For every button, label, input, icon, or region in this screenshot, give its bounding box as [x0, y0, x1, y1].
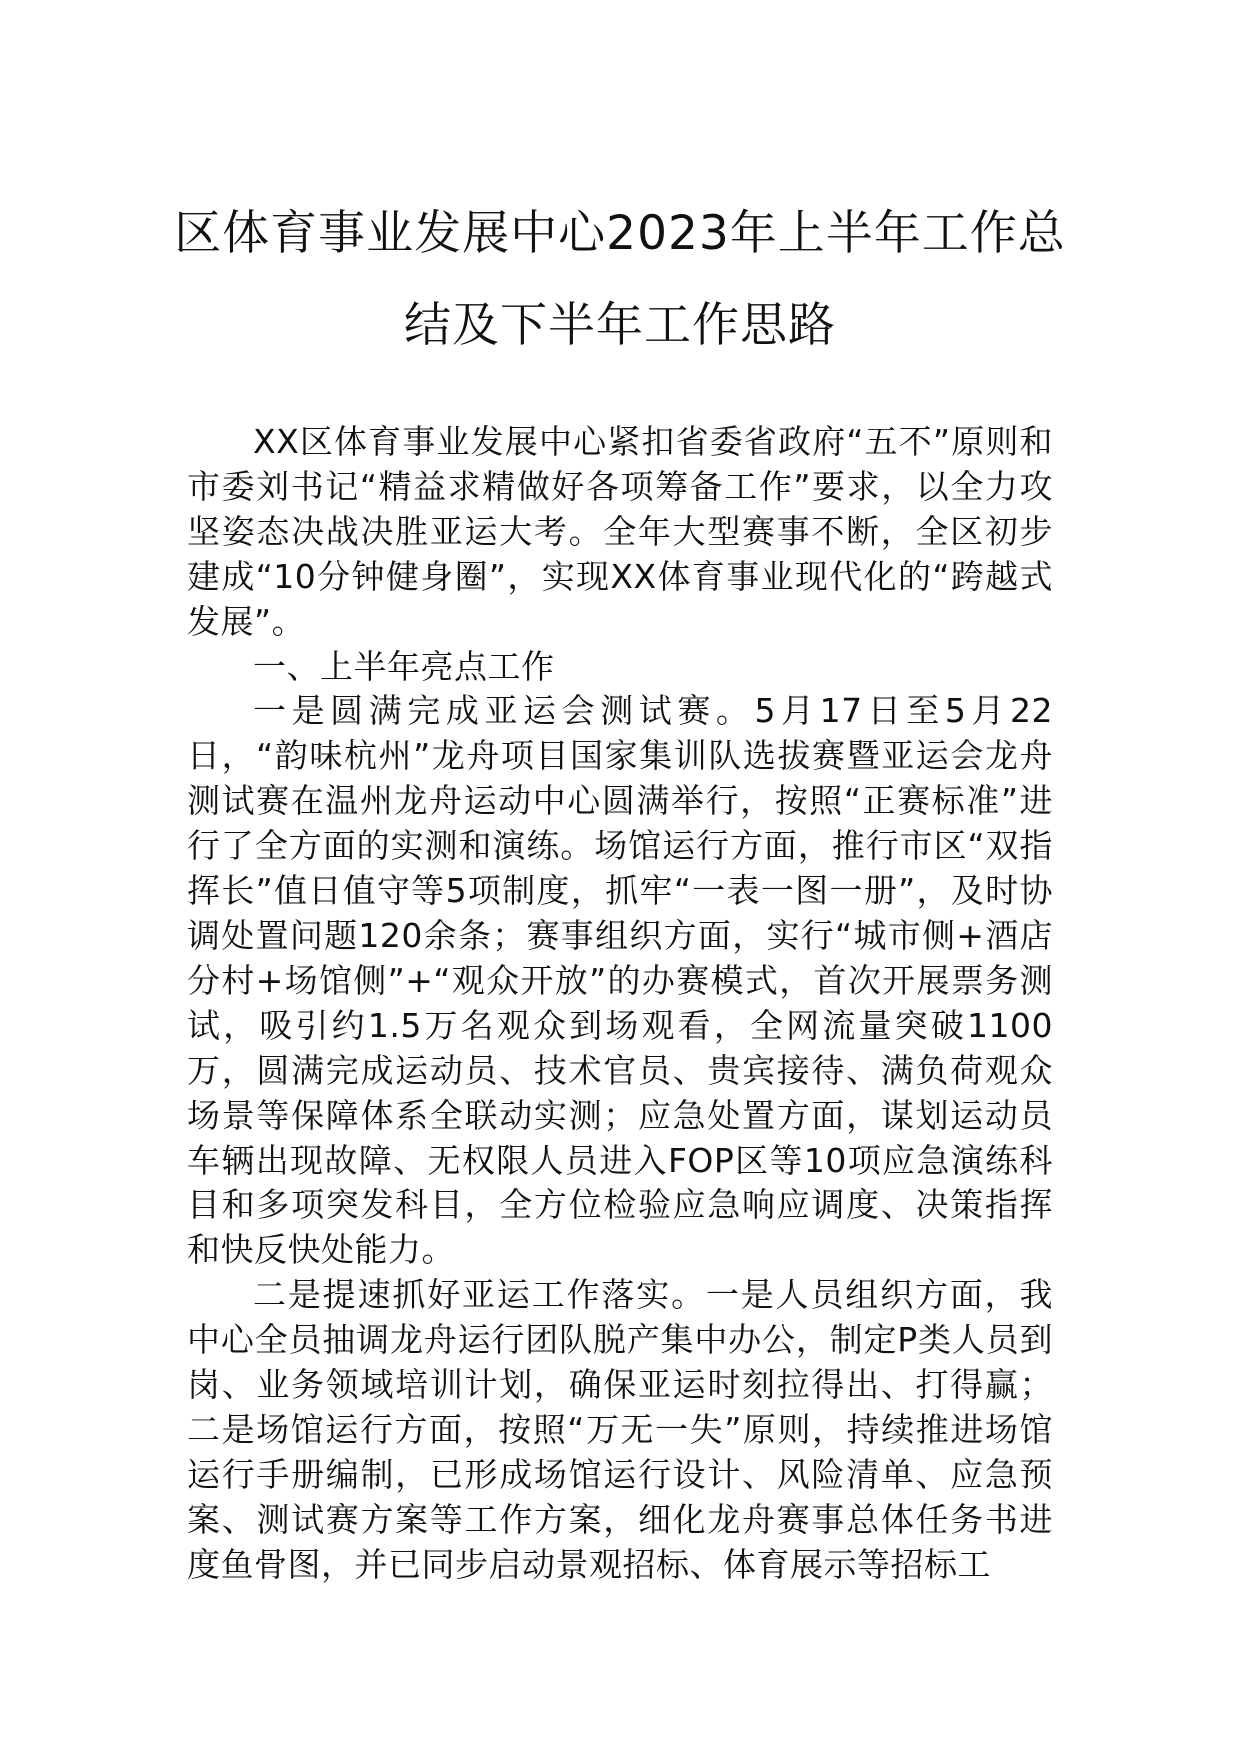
paragraph-test-event: 一是圆满完成亚运会测试赛。5月17日至5月22日，“韵味杭州”龙舟项目国家集训队选拔赛暨亚运会龙舟测试赛在温州龙舟运动中心圆满举行，按照“正赛标准”进行了全方面的实测和演练。场馆运行方面，推行市区“双指挥长”值日值守等5项制度，抓牢“一表一图一册”，及时协调处置问题120余条；赛事组织方面，实行“城市侧+酒店分村+场馆侧”+“观众开放”的办赛模式，首次开展票务测试，吸引约1.5万名观众到场观看，全网流量突破1100万，圆满完成运动员、技术官员、贵宾接待、满负荷观众场景等保障体系全联动实测；应急处置方面，谋划运动员车辆出现故障、无权限人员进入FOP区等10项应急演练科目和多项突发科目，全方位检验应急响应调度、决策指挥和快反快处能力。 — [187, 691, 1053, 1270]
title-line-1: 区体育事业发展中心2023年上半年工作总 — [174, 206, 1066, 261]
title-line-2: 结及下半年工作思路 — [404, 298, 836, 353]
section-heading-highlights: 一、上半年亮点工作 — [253, 646, 555, 686]
intro-paragraph: XX区体育事业发展中心紧扣省委省政府“五不”原则和市委刘书记“精益求精做好各项筹备工作”要求，以全力攻坚姿态决战决胜亚运大考。全年大型赛事不断，全区初步建成“10分钟健身圈”，实现XX体育事业现代化的“跨越式发展”。 — [187, 422, 1053, 641]
document-title — [150, 188, 1090, 372]
document-body — [187, 420, 1053, 1588]
paragraph-asian-games-work: 二是提速抓好亚运工作落实。一是人员组织方面，我中心全员抽调龙舟运行团队脱产集中办公，制定P类人员到岗、业务领域培训计划，确保亚运时刻拉得出、打得赢；二是场馆运行方面，按照“万无一失”原则，持续推进场馆运行手册编制，已形成场馆运行设计、风险清单、应急预案、测试赛方案等工作方案，细化龙舟赛事总体任务书进度鱼骨图，并已同步启动景观招标、体育展示等招标工 — [187, 1275, 1053, 1584]
